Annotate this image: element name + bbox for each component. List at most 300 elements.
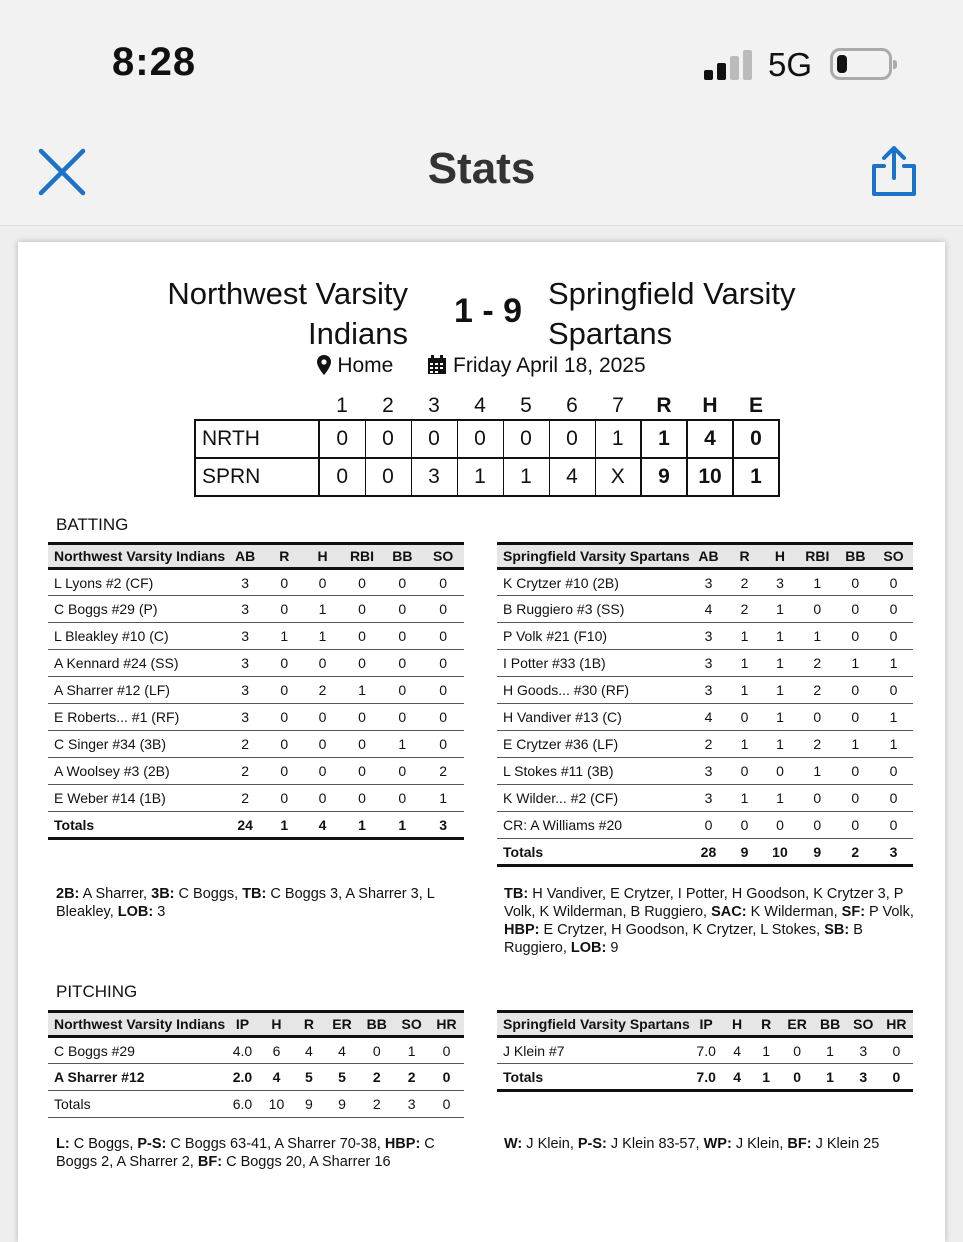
stat-cell: 3 — [225, 623, 265, 650]
home-pitching-table — [497, 1010, 913, 1092]
stat-cell: 0 — [342, 785, 383, 812]
stat-cell: 24 — [225, 812, 265, 839]
stat-cell: 1 — [814, 1037, 847, 1064]
stat-cell: 4.0 — [225, 1037, 260, 1064]
stat-cell: 0 — [837, 596, 874, 623]
note-value: C Boggs 20, A Sharrer 16 — [222, 1154, 391, 1170]
stat-cell: 0 — [265, 758, 303, 785]
stat-cell: 2 — [798, 677, 837, 704]
stat-cell: 0 — [382, 677, 422, 704]
table-row — [48, 650, 464, 677]
column-header: H — [260, 1012, 293, 1037]
note-key: HBP: — [384, 1136, 421, 1152]
location-pin-icon — [317, 355, 331, 381]
stat-cell: 4 — [690, 704, 727, 731]
stat-cell: 1 — [394, 1037, 429, 1064]
stat-cell: 10 — [762, 839, 798, 866]
player-name: I Potter #33 (1B) — [497, 650, 690, 677]
stat-cell: 0 — [382, 596, 422, 623]
note-key: BF: — [197, 1154, 223, 1170]
stat-cell: 2 — [225, 758, 265, 785]
stat-cell: 2 — [359, 1091, 394, 1118]
away-team-name: Northwest Varsity Indians — [167, 276, 408, 351]
stat-cell: 0 — [874, 623, 913, 650]
stat-cell: 3 — [762, 569, 798, 596]
stat-cell: 1 — [874, 650, 913, 677]
stat-cell: 0 — [727, 758, 762, 785]
stat-cell: 0 — [690, 812, 727, 839]
stat-cell: 4 — [293, 1037, 325, 1064]
stat-cell: 1 — [727, 677, 762, 704]
table-row — [48, 623, 464, 650]
stat-cell: 4 — [260, 1064, 293, 1091]
page-title: Stats — [427, 144, 536, 193]
stat-cell: 2 — [798, 731, 837, 758]
note-value: 9 — [606, 940, 619, 956]
note-value: J Klein 83-57, — [606, 1136, 704, 1152]
stat-cell: 0 — [359, 1037, 394, 1064]
table-row — [48, 785, 464, 812]
stat-cell: 28 — [690, 839, 727, 866]
column-header: RBI — [342, 544, 383, 569]
stat-cell: 9 — [293, 1091, 325, 1118]
player-name: H Goods... #30 (RF) — [497, 677, 690, 704]
column-header: BB — [814, 1012, 847, 1037]
stat-cell: 1 — [762, 731, 798, 758]
linescore-inning-cell: 1 — [503, 458, 549, 496]
stat-cell: 0 — [837, 758, 874, 785]
stat-cell: 0 — [727, 704, 762, 731]
stat-cell: 1 — [762, 785, 798, 812]
note-value: P Volk, — [865, 904, 914, 920]
stat-cell: 0 — [874, 812, 913, 839]
linescore-header: 6 — [566, 393, 578, 417]
stat-cell: 10 — [260, 1091, 293, 1118]
player-name: CR: A Williams #20 — [497, 812, 690, 839]
stat-cell: 0 — [422, 677, 464, 704]
linescore-row — [195, 458, 779, 496]
stat-cell: 6 — [260, 1037, 293, 1064]
column-header: R — [293, 1012, 325, 1037]
stat-cell: 0 — [880, 1037, 913, 1064]
stat-cell: 2 — [225, 785, 265, 812]
player-name: A Kennard #24 (SS) — [48, 650, 225, 677]
stat-cell: 0 — [762, 758, 798, 785]
stat-cell: 0 — [837, 623, 874, 650]
linescore-total-cell: 1 — [641, 420, 687, 458]
batting-label: BATTING — [56, 515, 129, 534]
linescore-header: 5 — [520, 393, 532, 417]
stat-cell: 0 — [303, 569, 341, 596]
status-bar — [0, 0, 963, 120]
stat-cell: 0 — [422, 623, 464, 650]
note-value: C Boggs 3, A Sharrer 3, L Bleakley, — [56, 886, 435, 920]
column-header: SO — [394, 1012, 429, 1037]
stat-cell: 0 — [265, 569, 303, 596]
stat-cell: 0 — [382, 785, 422, 812]
stat-cell: 0 — [781, 1064, 814, 1091]
column-header: BB — [837, 544, 874, 569]
stat-cell: 0 — [382, 569, 422, 596]
pitcher-name: Totals — [48, 1091, 225, 1118]
note-key: WP: — [703, 1136, 732, 1152]
note-key: LOB: — [570, 940, 607, 956]
note-value: E Crytzer, H Goodson, K Crytzer, L Stokes, — [539, 922, 825, 938]
network-type: 5G — [768, 46, 813, 83]
stat-cell: 0 — [342, 731, 383, 758]
stat-cell: 0 — [429, 1037, 464, 1064]
stat-cell: 0 — [303, 650, 341, 677]
stat-cell: 0 — [798, 596, 837, 623]
stat-cell: 0 — [798, 785, 837, 812]
stat-cell: 0 — [874, 569, 913, 596]
column-header: Springfield Varsity Spartans — [497, 544, 690, 569]
linescore-header: 4 — [474, 393, 486, 417]
note-value: J Klein 25 — [811, 1136, 880, 1152]
table-row — [497, 650, 913, 677]
stat-cell: 3 — [690, 785, 727, 812]
stat-cell: 5 — [293, 1064, 325, 1091]
stat-cell: 3 — [847, 1037, 880, 1064]
table-row — [497, 1037, 913, 1064]
stat-cell: 7.0 — [690, 1037, 723, 1064]
column-header: BB — [382, 544, 422, 569]
game-meta — [18, 354, 945, 381]
totals-label: Totals — [497, 839, 690, 866]
stat-cell: 9 — [798, 839, 837, 866]
stat-cell: 1 — [874, 704, 913, 731]
stat-cell: 0 — [422, 650, 464, 677]
linescore-total-cell: 4 — [687, 420, 733, 458]
stat-cell: 0 — [342, 704, 383, 731]
stat-cell: 0 — [265, 704, 303, 731]
stat-cell: 0 — [382, 758, 422, 785]
linescore-inning-cell: 1 — [457, 458, 503, 496]
player-name: P Volk #21 (F10) — [497, 623, 690, 650]
note-key: TB: — [242, 886, 267, 902]
stat-cell: 0 — [382, 650, 422, 677]
stat-cell: 1 — [814, 1064, 847, 1091]
linescore-team: NRTH — [195, 420, 319, 458]
pitching-label: PITCHING — [56, 982, 138, 1001]
stat-cell: 3 — [394, 1091, 429, 1118]
linescore-inning-cell: 0 — [411, 420, 457, 458]
column-header: Northwest Varsity Indians — [48, 544, 225, 569]
linescore-inning-cell: 0 — [365, 420, 411, 458]
stat-cell: 0 — [874, 596, 913, 623]
share-icon — [866, 144, 922, 200]
linescore-header: 2 — [382, 393, 394, 417]
stat-cell: 1 — [798, 569, 837, 596]
stat-cell: 1 — [752, 1064, 781, 1091]
column-header: HR — [429, 1012, 464, 1037]
game-date: Friday April 18, 2025 — [453, 354, 646, 377]
stat-cell: 0 — [265, 677, 303, 704]
stat-cell: 4 — [325, 1037, 360, 1064]
column-header: H — [723, 1012, 752, 1037]
stat-cell: 3 — [225, 677, 265, 704]
note-value: A Sharrer, — [79, 886, 152, 902]
stat-cell: 0 — [837, 677, 874, 704]
player-name: E Weber #14 (1B) — [48, 785, 225, 812]
stat-cell: 2 — [727, 569, 762, 596]
table-row — [48, 677, 464, 704]
stat-cell: 0 — [837, 704, 874, 731]
stat-cell: 3 — [847, 1064, 880, 1091]
share-button[interactable] — [866, 144, 922, 200]
stat-cell: 0 — [303, 731, 341, 758]
note-value: J Klein, — [731, 1136, 788, 1152]
note-key: 3B: — [151, 886, 175, 902]
player-name: C Boggs #29 (P) — [48, 596, 225, 623]
stat-cell: 9 — [325, 1091, 360, 1118]
player-name: E Roberts... #1 (RF) — [48, 704, 225, 731]
linescore-team: SPRN — [195, 458, 319, 496]
table-row — [497, 731, 913, 758]
stat-cell: 4 — [723, 1037, 752, 1064]
stat-cell: 1 — [762, 596, 798, 623]
stat-cell: 4 — [690, 596, 727, 623]
clock: 8:28 — [112, 40, 197, 84]
stat-cell: 1 — [798, 758, 837, 785]
stat-cell: 0 — [727, 812, 762, 839]
stat-cell: 0 — [837, 785, 874, 812]
table-row — [497, 704, 913, 731]
pitcher-name: Totals — [497, 1064, 690, 1091]
stat-cell: 3 — [690, 758, 727, 785]
column-header: SO — [874, 544, 913, 569]
stat-cell: 1 — [837, 650, 874, 677]
stat-cell: 1 — [382, 731, 422, 758]
table-row — [497, 785, 913, 812]
totals-row — [48, 812, 464, 839]
stat-cell: 0 — [342, 596, 383, 623]
stat-cell: 1 — [727, 623, 762, 650]
column-header: H — [762, 544, 798, 569]
player-name: E Crytzer #36 (LF) — [497, 731, 690, 758]
home-batting-table — [497, 542, 913, 867]
stat-cell: 2 — [727, 596, 762, 623]
stat-cell: 2 — [225, 731, 265, 758]
linescore-inning-cell: 0 — [319, 458, 365, 496]
stat-cell: 1 — [303, 623, 341, 650]
linescore-header: E — [748, 393, 763, 417]
signal-strength-icon — [704, 50, 756, 80]
stat-cell: 0 — [837, 812, 874, 839]
stat-cell: 1 — [752, 1037, 781, 1064]
stat-cell: 0 — [265, 596, 303, 623]
column-header: ER — [781, 1012, 814, 1037]
stat-cell: 2 — [798, 650, 837, 677]
linescore-inning-cell: 0 — [549, 420, 595, 458]
linescore-header: 1 — [336, 393, 348, 417]
linescore-header: 3 — [428, 393, 440, 417]
stat-cell: 1 — [798, 623, 837, 650]
note-value: K Wilderman, — [746, 904, 842, 920]
linescore-inning-cell: 0 — [365, 458, 411, 496]
stat-cell: 1 — [727, 731, 762, 758]
stat-cell: 1 — [762, 677, 798, 704]
linescore-total-cell: 9 — [641, 458, 687, 496]
stat-cell: 1 — [382, 812, 422, 839]
table-row — [48, 569, 464, 596]
stat-cell: 9 — [727, 839, 762, 866]
stat-cell: 3 — [225, 704, 265, 731]
table-row — [497, 812, 913, 839]
linescore-row — [195, 420, 779, 458]
table-row — [497, 1064, 913, 1091]
stat-cell: 7.0 — [690, 1064, 723, 1091]
stat-cell: 1 — [265, 623, 303, 650]
player-name: K Wilder... #2 (CF) — [497, 785, 690, 812]
player-name: B Ruggiero #3 (SS) — [497, 596, 690, 623]
home-batting-notes — [504, 885, 916, 957]
note-key: HBP: — [504, 922, 540, 938]
stat-cell: 0 — [874, 677, 913, 704]
player-name: A Sharrer #12 (LF) — [48, 677, 225, 704]
stat-cell: 0 — [265, 785, 303, 812]
note-value: C Boggs 2, A Sharrer 2, — [56, 1136, 435, 1170]
stat-cell: 3 — [690, 623, 727, 650]
column-header: ER — [325, 1012, 360, 1037]
player-name: A Woolsey #3 (2B) — [48, 758, 225, 785]
stat-cell: 1 — [727, 650, 762, 677]
stat-cell: 3 — [422, 812, 464, 839]
note-value: B Ruggiero, — [504, 922, 863, 956]
stat-cell: 0 — [422, 596, 464, 623]
stat-cell: 2 — [837, 839, 874, 866]
stats-card — [18, 242, 945, 1242]
stat-cell: 2 — [359, 1064, 394, 1091]
column-header: Springfield Varsity Spartans — [497, 1012, 690, 1037]
stat-cell: 6.0 — [225, 1091, 260, 1118]
stat-cell: 0 — [429, 1064, 464, 1091]
player-name: K Crytzer #10 (2B) — [497, 569, 690, 596]
battery-icon — [830, 48, 892, 80]
away-batting-table — [48, 542, 464, 840]
note-key: SF: — [841, 904, 866, 920]
note-value: C Boggs, — [174, 886, 243, 902]
stat-cell: 1 — [762, 623, 798, 650]
stat-cell: 0 — [303, 758, 341, 785]
note-value: C Boggs, — [69, 1136, 138, 1152]
stat-cell: 0 — [265, 650, 303, 677]
column-header: BB — [359, 1012, 394, 1037]
table-row — [497, 596, 913, 623]
stat-cell: 5 — [325, 1064, 360, 1091]
linescore-inning-cell: 0 — [319, 420, 365, 458]
stat-cell: 0 — [781, 1037, 814, 1064]
stat-cell: 2.0 — [225, 1064, 260, 1091]
stat-cell: 1 — [342, 812, 383, 839]
linescore-inning-cell: 0 — [457, 420, 503, 458]
note-value: H Vandiver, E Crytzer, I Potter, H Goodson, K Crytzer 3, P Volk, K Wilderman, B Ruggiero, — [504, 886, 904, 920]
stat-cell: 1 — [422, 785, 464, 812]
note-value: 3 — [153, 904, 166, 920]
note-key: LOB: — [117, 904, 154, 920]
home-team-name: Springfield Varsity Spartans — [548, 276, 796, 351]
table-row — [497, 677, 913, 704]
totals-label: Totals — [48, 812, 225, 839]
note-key: 2B: — [56, 886, 80, 902]
stat-cell: 0 — [762, 812, 798, 839]
stat-cell: 3 — [225, 596, 265, 623]
note-value: J Klein, — [522, 1136, 578, 1152]
stat-cell: 0 — [303, 785, 341, 812]
column-header: HR — [880, 1012, 913, 1037]
stat-cell: 0 — [422, 731, 464, 758]
note-key: BF: — [787, 1136, 812, 1152]
stat-cell: 0 — [342, 758, 383, 785]
stat-cell: 0 — [798, 704, 837, 731]
stat-cell: 1 — [303, 596, 341, 623]
linescore-inning-cell: 1 — [595, 420, 641, 458]
linescore-inning-cell: 0 — [503, 420, 549, 458]
stat-cell: 0 — [265, 731, 303, 758]
stat-cell: 0 — [382, 623, 422, 650]
linescore-header: 7 — [612, 393, 624, 417]
linescore-inning-cell: 3 — [411, 458, 457, 496]
stat-cell: 0 — [880, 1064, 913, 1091]
stat-cell: 4 — [723, 1064, 752, 1091]
calendar-icon — [427, 355, 447, 381]
table-row — [48, 731, 464, 758]
stat-cell: 0 — [798, 812, 837, 839]
stat-cell: 3 — [874, 839, 913, 866]
linescore-total-cell: 1 — [733, 458, 779, 496]
stat-cell: 3 — [690, 650, 727, 677]
away-pitching-table — [48, 1010, 464, 1118]
linescore-inning-cell: X — [595, 458, 641, 496]
column-header: AB — [690, 544, 727, 569]
stat-cell: 1 — [265, 812, 303, 839]
totals-row — [497, 839, 913, 866]
column-header: H — [303, 544, 341, 569]
column-header: IP — [225, 1012, 260, 1037]
stat-cell: 0 — [342, 623, 383, 650]
stat-cell: 1 — [727, 785, 762, 812]
column-header: SO — [422, 544, 464, 569]
pitcher-name: A Sharrer #12 — [48, 1064, 225, 1091]
stat-cell: 1 — [762, 650, 798, 677]
table-row — [497, 623, 913, 650]
stat-cell: 2 — [422, 758, 464, 785]
stat-cell: 3 — [225, 569, 265, 596]
column-header: RBI — [798, 544, 837, 569]
stat-cell: 0 — [303, 704, 341, 731]
home-pitching-notes — [504, 1135, 916, 1153]
table-row — [48, 1037, 464, 1064]
column-header: R — [265, 544, 303, 569]
note-key: P-S: — [137, 1136, 167, 1152]
table-row — [48, 758, 464, 785]
stat-cell: 3 — [225, 650, 265, 677]
away-batting-notes — [56, 885, 468, 921]
linescore-total-cell: 0 — [733, 420, 779, 458]
linescore-header: H — [702, 393, 718, 417]
linescore-inning-cell: 4 — [549, 458, 595, 496]
note-key: SB: — [824, 922, 850, 938]
column-header: R — [752, 1012, 781, 1037]
linescore-header: R — [656, 393, 672, 417]
pitcher-name: C Boggs #29 — [48, 1037, 225, 1064]
table-row — [48, 596, 464, 623]
stat-cell: 2 — [690, 731, 727, 758]
column-header: AB — [225, 544, 265, 569]
linescore-table — [194, 392, 780, 497]
player-name: L Lyons #2 (CF) — [48, 569, 225, 596]
stat-cell: 0 — [837, 569, 874, 596]
